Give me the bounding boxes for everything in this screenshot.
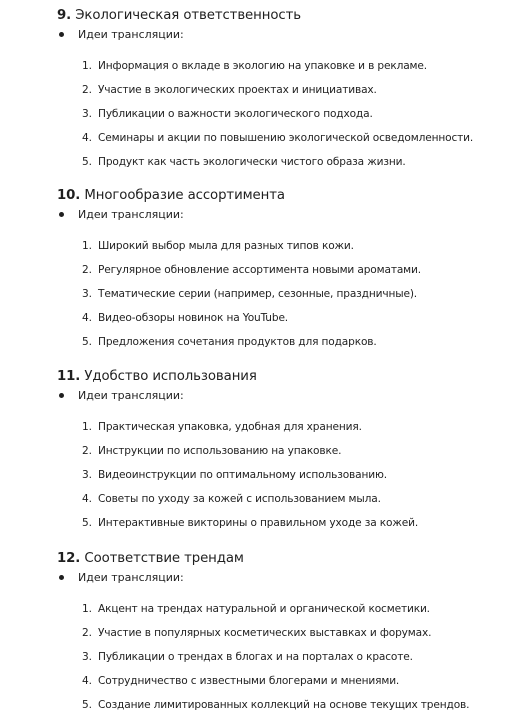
list-item xyxy=(82,468,387,483)
bullet-label: Идеи трансляции: xyxy=(78,28,184,41)
list-item-text: Участие в популярных косметических выставках и форумах. xyxy=(98,627,432,639)
list-item-text: Широкий выбор мыла для разных типов кожи. xyxy=(98,240,354,252)
bullet-item xyxy=(59,27,184,43)
bullet-item xyxy=(59,570,184,586)
list-item-number: 2. xyxy=(82,264,92,276)
section-heading xyxy=(57,7,301,25)
list-item xyxy=(82,626,431,641)
list-item-text: Участие в экологических проектах и инициативах. xyxy=(98,84,377,96)
list-item xyxy=(82,239,354,254)
list-item-text: Акцент на трендах натуральной и органической косметики. xyxy=(98,603,430,615)
list-item-number: 3. xyxy=(82,651,92,663)
list-item xyxy=(82,444,341,459)
list-item xyxy=(82,59,427,74)
list-item-text: Тематические серии (например, сезонные, праздничные). xyxy=(98,288,418,300)
list-item-number: 5. xyxy=(82,517,92,529)
bullet-icon xyxy=(59,32,64,37)
list-item-number: 1. xyxy=(82,603,92,615)
list-item-number: 4. xyxy=(82,312,92,324)
list-item-number: 4. xyxy=(82,675,92,687)
list-item-text: Создание лимитированных коллекций на основе текущих трендов. xyxy=(98,699,470,711)
list-item xyxy=(82,492,381,507)
section-heading xyxy=(57,187,285,205)
list-item-text: Видеоинструкции по оптимальному использованию. xyxy=(98,469,387,481)
list-item-text: Практическая упаковка, удобная для хранения. xyxy=(98,421,362,433)
list-item xyxy=(82,311,288,326)
list-item-text: Информация о вкладе в экологию на упаковке и в рекламе. xyxy=(98,60,427,72)
bullet-label: Идеи трансляции: xyxy=(78,208,184,221)
list-item xyxy=(82,650,413,665)
list-item-text: Советы по уходу за кожей с использованием мыла. xyxy=(98,493,381,505)
list-item xyxy=(82,287,417,302)
section-heading xyxy=(57,550,244,568)
list-item-text: Интерактивные викторины о правильном уходе за кожей. xyxy=(98,517,419,529)
list-item-text: Публикации о трендах в блогах и на порталах о красоте. xyxy=(98,651,413,663)
list-item xyxy=(82,698,469,713)
bullet-label: Идеи трансляции: xyxy=(78,571,184,584)
list-item-number: 4. xyxy=(82,132,92,144)
bullet-icon xyxy=(59,212,64,217)
section-number: 12. xyxy=(57,551,81,566)
list-item-number: 2. xyxy=(82,445,92,457)
section-number: 10. xyxy=(57,188,81,203)
list-item xyxy=(82,263,421,278)
list-item xyxy=(82,155,406,170)
section-title: Соответствие трендам xyxy=(84,551,244,566)
list-item-number: 3. xyxy=(82,288,92,300)
bullet-label: Идеи трансляции: xyxy=(78,389,184,402)
section-heading xyxy=(57,368,257,386)
list-item-number: 3. xyxy=(82,108,92,120)
list-item xyxy=(82,107,373,122)
list-item-number: 1. xyxy=(82,60,92,72)
list-item xyxy=(82,83,377,98)
bullet-icon xyxy=(59,575,64,580)
list-item xyxy=(82,420,362,435)
section-title: Многообразие ассортимента xyxy=(84,188,285,203)
list-item-number: 5. xyxy=(82,699,92,711)
list-item xyxy=(82,131,473,146)
section-number: 11. xyxy=(57,369,81,384)
list-item-text: Предложения сочетания продуктов для подарков. xyxy=(98,336,377,348)
list-item xyxy=(82,602,430,617)
list-item-number: 2. xyxy=(82,84,92,96)
list-item xyxy=(82,335,377,350)
list-item-number: 1. xyxy=(82,421,92,433)
list-item-text: Публикации о важности экологического подхода. xyxy=(98,108,373,120)
list-item-text: Инструкции по использованию на упаковке. xyxy=(98,445,342,457)
list-item-number: 5. xyxy=(82,336,92,348)
bullet-icon xyxy=(59,393,64,398)
section-title: Экологическая ответственность xyxy=(75,8,301,23)
list-item-text: Продукт как часть экологически чистого образа жизни. xyxy=(98,156,406,168)
list-item xyxy=(82,674,399,689)
bullet-item xyxy=(59,388,184,404)
list-item-number: 4. xyxy=(82,493,92,505)
list-item-number: 2. xyxy=(82,627,92,639)
bullet-item xyxy=(59,207,184,223)
list-item-number: 1. xyxy=(82,240,92,252)
list-item-text: Видео-обзоры новинок на YouTube. xyxy=(98,312,289,324)
section-number: 9. xyxy=(57,8,72,23)
list-item-text: Семинары и акции по повышению экологической осведомленности. xyxy=(98,132,474,144)
list-item-number: 3. xyxy=(82,469,92,481)
list-item-text: Регулярное обновление ассортимента новыми ароматами. xyxy=(98,264,421,276)
list-item-number: 5. xyxy=(82,156,92,168)
list-item-text: Сотрудничество с известными блогерами и мнениями. xyxy=(98,675,400,687)
list-item xyxy=(82,516,418,531)
section-title: Удобство использования xyxy=(84,369,257,384)
